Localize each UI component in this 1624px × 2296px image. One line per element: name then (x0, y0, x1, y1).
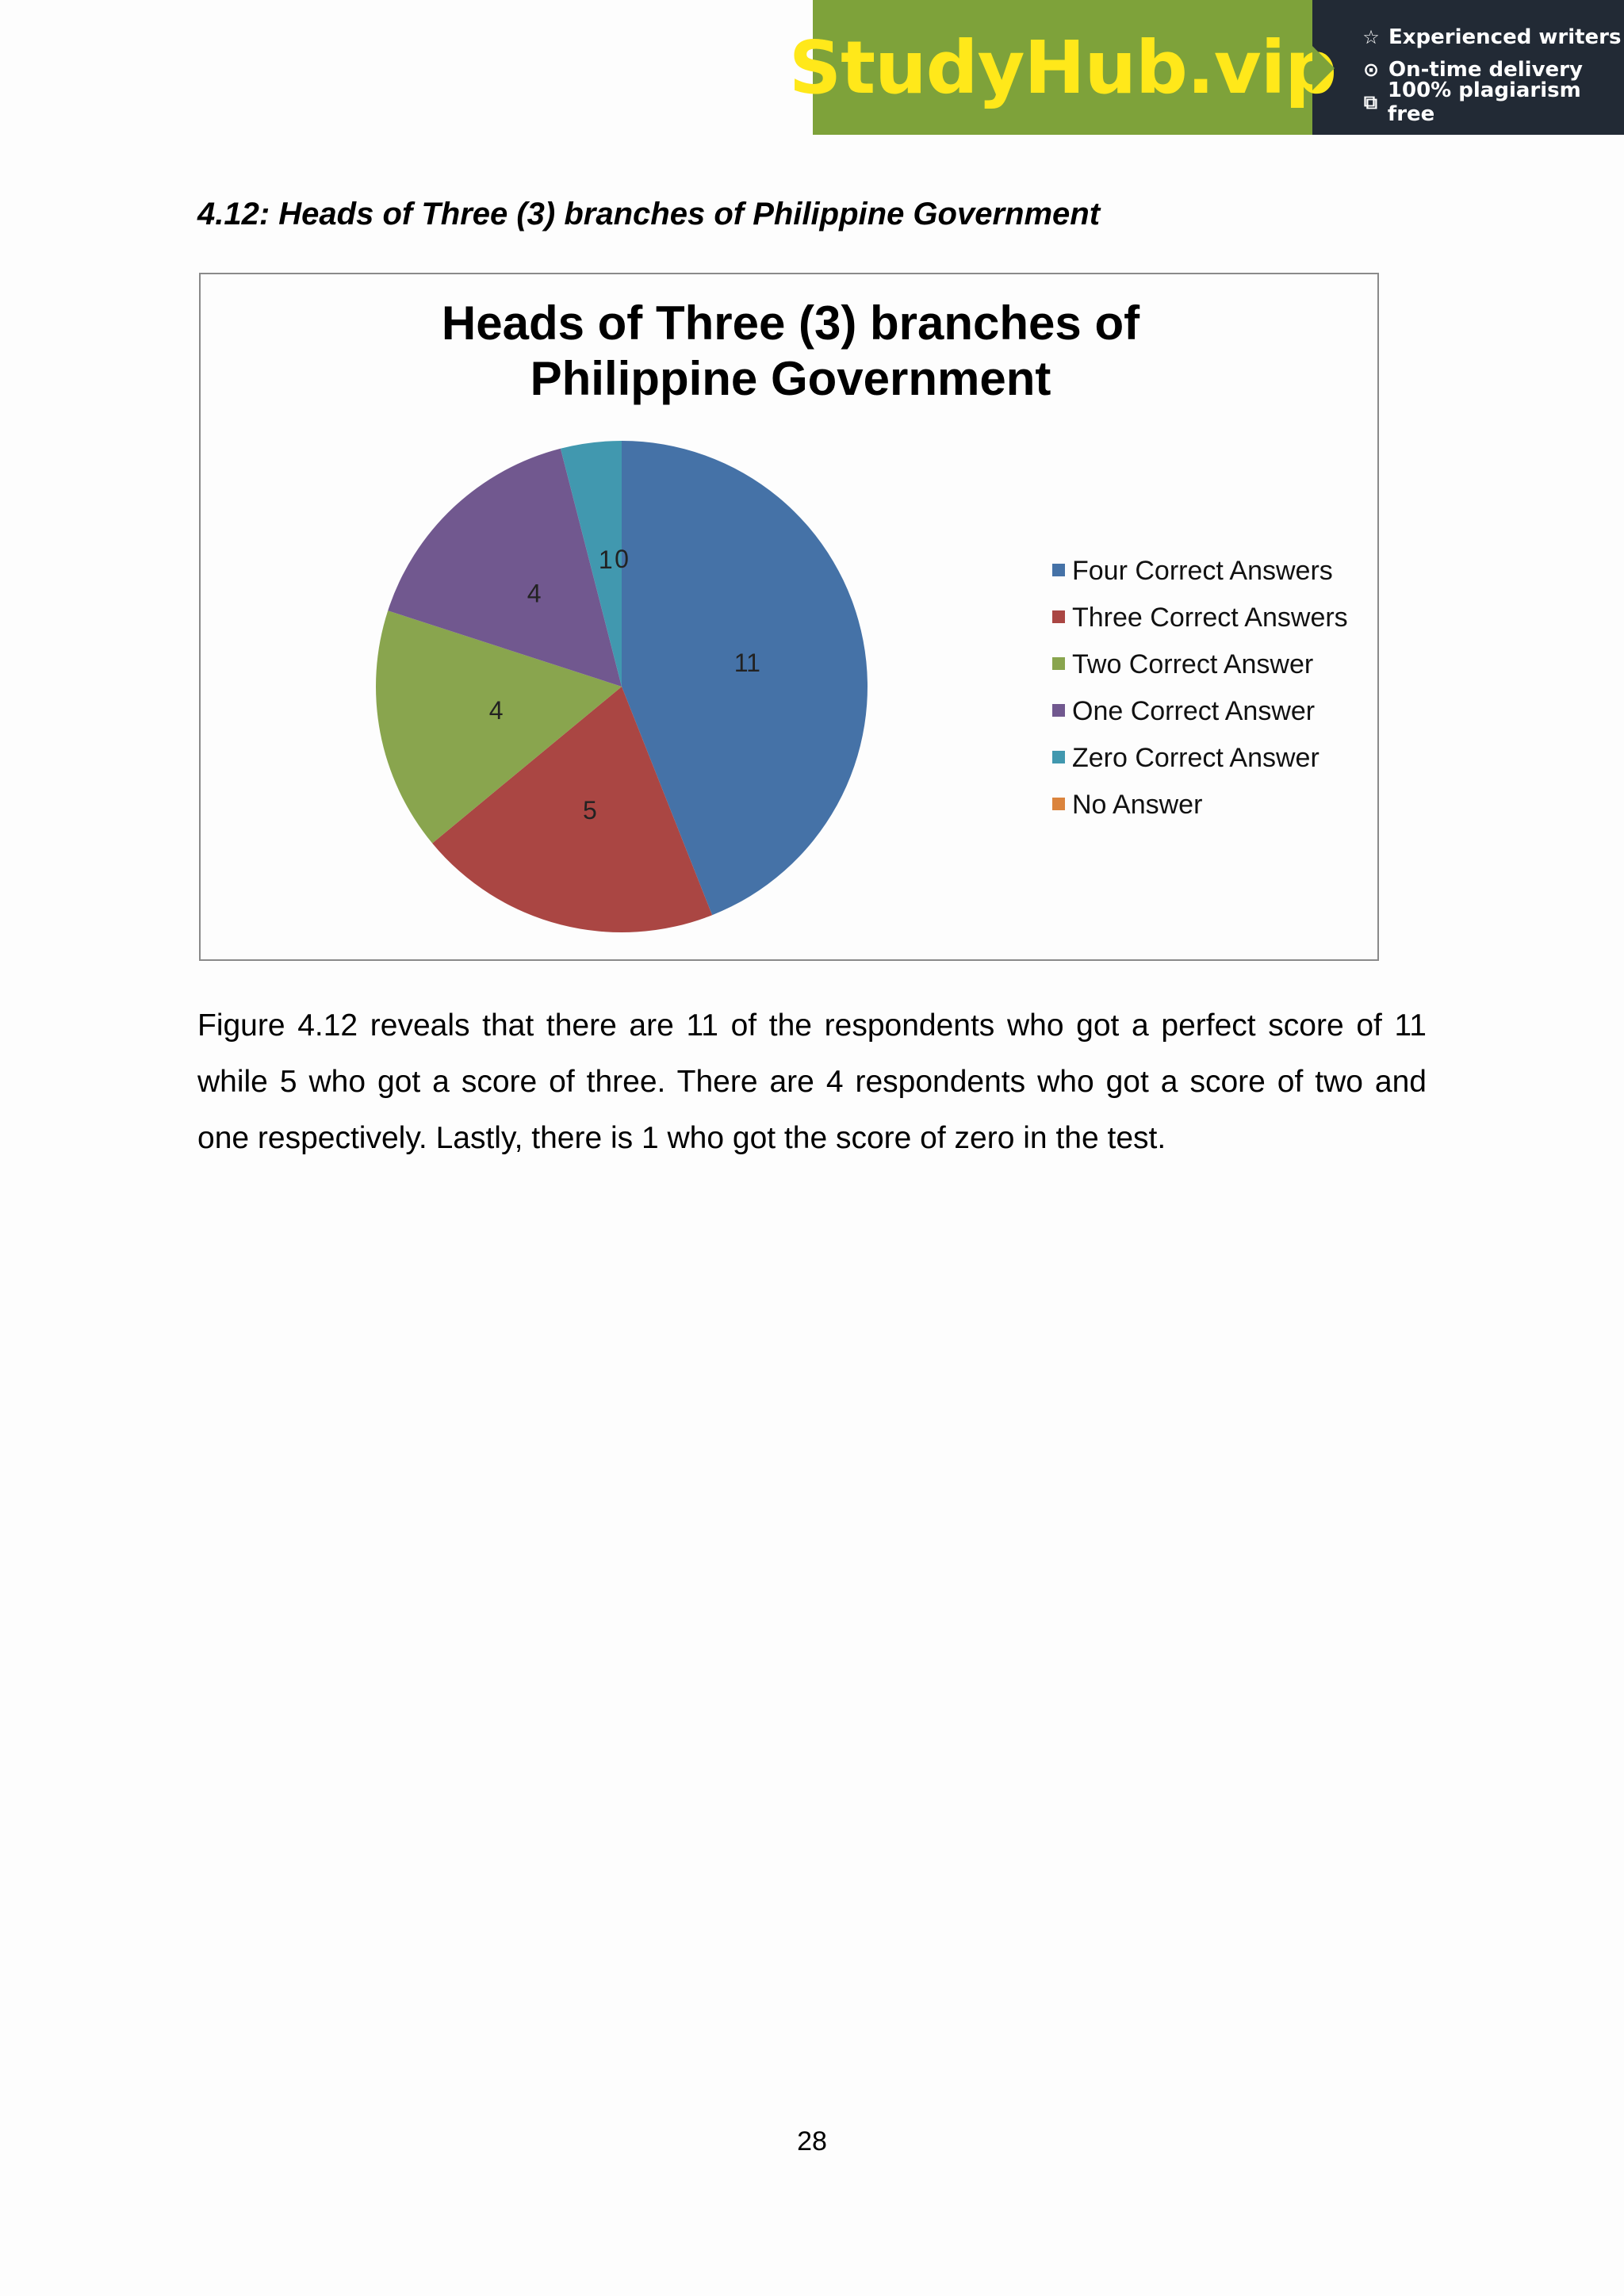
studyhub-logo[interactable] (788, 0, 1337, 135)
legend-swatch-no-answer (1052, 798, 1065, 810)
data-label-zero-correct-answer: 1 (598, 545, 613, 575)
legend-swatch-one-correct-answer (1052, 704, 1065, 717)
logo-text: StudyHub.vip (788, 25, 1337, 110)
legend-label-one-correct-answer: One Correct Answer (1072, 696, 1316, 726)
legend-label-two-correct-answer: Two Correct Answer (1072, 649, 1314, 679)
data-label-one-correct-answer: 4 (527, 579, 542, 608)
legend-label-zero-correct-answer: Zero Correct Answer (1072, 743, 1320, 773)
legend-label-three-correct-answers: Three Correct Answers (1072, 603, 1348, 633)
legend-label-four-correct-answers: Four Correct Answers (1072, 556, 1333, 586)
legend-swatch-three-correct-answers (1052, 610, 1065, 623)
pie-chart (201, 274, 1381, 962)
perk-item (1362, 78, 1624, 126)
chart-title-line-2: Philippine Government (530, 352, 1051, 405)
perk-label: On-time delivery (1388, 57, 1583, 82)
perk-label: Experienced writers (1388, 25, 1622, 49)
legend-swatch-two-correct-answer (1052, 657, 1065, 670)
data-label-two-correct-answer: 4 (488, 696, 504, 725)
chart-title-line-1: Heads of Three (3) branches of (441, 297, 1140, 350)
data-label-four-correct-answers: 11 (733, 648, 760, 677)
studyhub-banner (788, 0, 1624, 135)
data-label-no-answer: 0 (615, 544, 629, 573)
legend-label-no-answer: No Answer (1072, 790, 1203, 820)
legend-swatch-four-correct-answers (1052, 564, 1065, 576)
data-label-three-correct-answers: 5 (583, 796, 597, 825)
star-icon: ☆ (1362, 25, 1380, 48)
figure-caption: 4.12: Heads of Three (3) branches of Philippine Government (197, 197, 1101, 232)
perks-list (1312, 0, 1624, 135)
perk-label: 100% plagiarism free (1387, 78, 1581, 126)
clock-icon: ⊙ (1362, 58, 1380, 81)
perk-item (1362, 21, 1624, 53)
figure-description: Figure 4.12 reveals that there are 11 of the respondents who got a perfect score of 11 while 5 who got a score of three. There are 4 respondents who got a score of two and one respectively. Lastly, there is 1 who got the score of zero in the test. (197, 1008, 1427, 1155)
page-number: 28 (797, 2126, 827, 2156)
copy-icon: ⧉ (1363, 90, 1378, 113)
legend-swatch-zero-correct-answer (1052, 751, 1065, 763)
chart-frame (199, 273, 1379, 961)
